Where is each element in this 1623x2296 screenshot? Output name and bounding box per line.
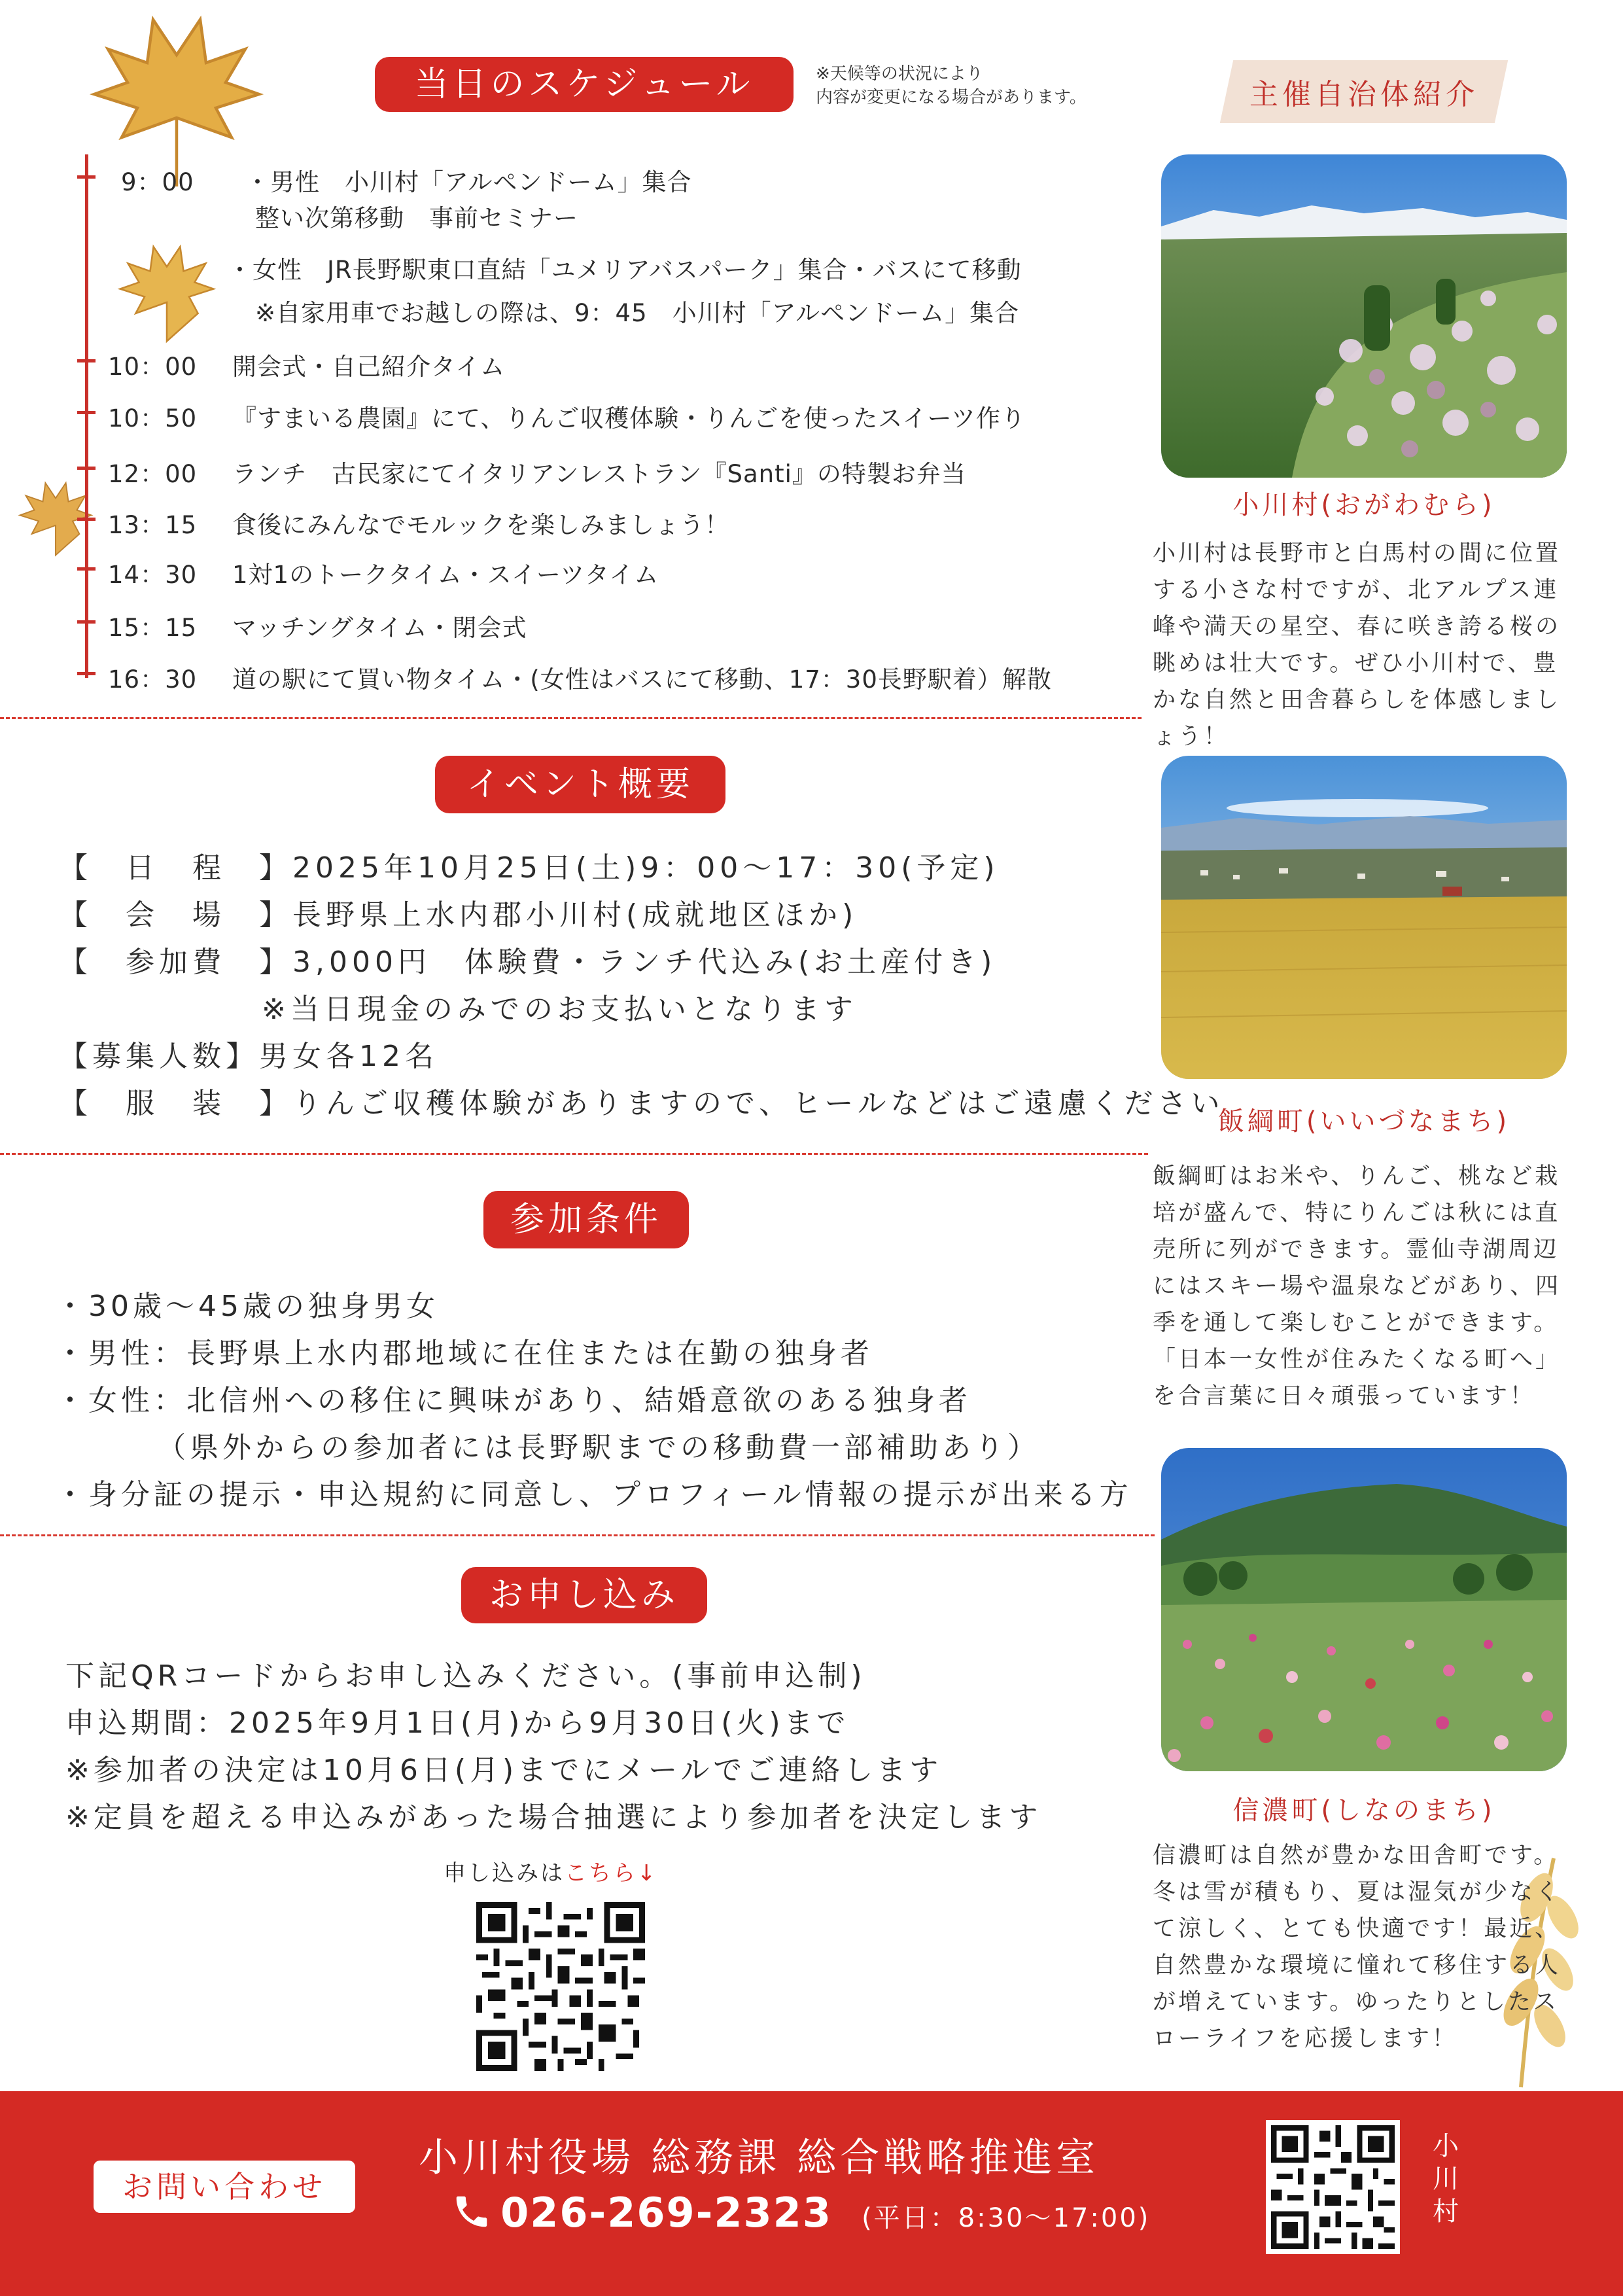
- sidebar-title: 主催自治体紹介: [1249, 78, 1478, 111]
- footer-phone-row: [451, 2189, 1150, 2236]
- conditions-title: 参加条件: [483, 1191, 689, 1248]
- schedule-text: ※自家用車でお越しの際は、9：45 小川村「アルペンドーム」集合: [255, 299, 1020, 327]
- schedule-text: 開会式・自己紹介タイム: [232, 353, 506, 381]
- timeline-line: [85, 154, 88, 678]
- footer-hours: (平日：8:30～17:00): [862, 2203, 1151, 2233]
- footer-organization: 小川村役場 総務課 総合戦略推進室: [419, 2135, 1100, 2181]
- overview-value: りんご収穫体験がありますので、ヒールなどはご遠慮ください: [292, 1087, 1225, 1120]
- schedule-item: [108, 608, 527, 643]
- condition-item: （県外からの参加者には長野駅までの移動費一部補助あり）: [157, 1431, 1040, 1464]
- timeline-tick: [77, 411, 96, 414]
- qr-code-icon: [476, 1902, 645, 2071]
- schedule-time: 15：15: [108, 614, 198, 642]
- overview-value: 男女各12名: [259, 1040, 438, 1073]
- schedule-item: [108, 347, 505, 382]
- qr-code-icon: [1266, 2120, 1400, 2254]
- schedule-time: 13：15: [108, 511, 198, 539]
- overview-value: ※当日現金のみでのお支払いとなります: [262, 993, 858, 1026]
- application-line: ※定員を超える申込みがあった場合抽選により参加者を決定します: [65, 1801, 1042, 1834]
- schedule-text: マッチングタイム・閉会式: [232, 614, 527, 642]
- overview-label: 【 参加費 】: [59, 945, 292, 979]
- timeline-tick: [77, 672, 96, 675]
- schedule-time: 10：50: [108, 404, 198, 433]
- qr-label: [444, 1855, 658, 1887]
- overview-value: 2025年10月25日(土)9：00～17：30(予定): [292, 851, 1000, 885]
- schedule-time: 10：00: [108, 353, 198, 381]
- iizuna-photo: [1161, 756, 1567, 1079]
- schedule-text: ・女性 JR長野駅東口直結「ユメリアバスパーク」集合・バスにて移動: [228, 256, 1022, 284]
- application-title: お申し込み: [461, 1567, 707, 1623]
- schedule-note: [816, 62, 1087, 109]
- overview-value: 3,000円 体験費・ランチ代込み(お土産付き): [292, 945, 997, 979]
- schedule-text: ランチ 古民家にてイタリアンレストラン『Santi』の特製お弁当: [232, 460, 966, 488]
- timeline-tick: [77, 518, 96, 521]
- schedule-note-line2: 内容が変更になる場合があります。: [816, 88, 1087, 107]
- application-qr-code[interactable]: [476, 1902, 645, 2071]
- schedule-item: [121, 162, 692, 198]
- overview-label: 【 会 場 】: [59, 898, 292, 932]
- shinano-photo: [1161, 1448, 1567, 1771]
- schedule-text: 1対1のトークタイム・スイーツタイム: [232, 561, 659, 589]
- schedule-text: 道の駅にて買い物タイム・(女性はバスにて移動、17：30長野駅着）解散: [232, 665, 1052, 694]
- schedule-time: 9：00: [121, 168, 194, 196]
- footer-qr-code[interactable]: [1266, 2120, 1400, 2254]
- schedule-item: [108, 660, 1052, 695]
- application-line: 下記QRコードからお申し込みください。(事前申込制): [65, 1659, 866, 1693]
- application-line: 申込期間：2025年9月1日(月)から9月30日(火)まで: [65, 1706, 850, 1740]
- schedule-item: [108, 398, 1026, 434]
- contact-button[interactable]: お問い合わせ: [94, 2161, 355, 2213]
- overview-label: 【募集人数】: [59, 1040, 259, 1073]
- section-divider: [0, 1534, 1155, 1536]
- town-name-iizuna: 飯綱町(いいづなまち): [1217, 1106, 1510, 1137]
- schedule-item: [108, 505, 729, 540]
- timeline-tick: [77, 467, 96, 470]
- schedule-text: 整い次第移動 事前セミナー: [255, 204, 578, 232]
- schedule-note-line1: ※天候等の状況により: [816, 64, 983, 84]
- schedule-item: [255, 198, 578, 234]
- schedule-text: 『すまいる農園』にて、りんご収穫体験・りんごを使ったスイーツ作り: [232, 404, 1026, 433]
- maple-leaf-small-icon: [111, 236, 222, 347]
- section-divider: [0, 717, 1142, 719]
- overview-row-fee-note: [262, 985, 858, 1027]
- schedule-item: [228, 250, 1022, 285]
- schedule-text: ・男性 小川村「アルペンドーム」集合: [245, 168, 692, 196]
- timeline-tick: [77, 175, 96, 179]
- phone-icon: [451, 2191, 492, 2232]
- town-name-shinano: 信濃町(しなのまち): [1232, 1795, 1495, 1826]
- overview-title: イベント概要: [435, 756, 725, 813]
- condition-item: ・女性：北信州への移住に興味があり、結婚意欲のある独身者: [56, 1384, 971, 1417]
- overview-row-venue: [59, 891, 858, 933]
- town-name-ogawa: 小川村(おがわむら): [1232, 490, 1495, 520]
- town-description-shinano: 信濃町は自然が豊かな田舎町です。冬は雪が積もり、夏は湿気が少なくて涼しく、とても快適です！最近、自然豊かな環境に憧れて移住する人が増えています。ゆったりとしたスローライフを応援します！: [1153, 1843, 1562, 2052]
- schedule-time: 14：30: [108, 561, 198, 589]
- schedule-time: 16：30: [108, 665, 198, 694]
- schedule-item: [108, 454, 966, 489]
- overview-row-date: [59, 844, 1000, 886]
- overview-label: 【 服 装 】: [59, 1087, 292, 1120]
- ogawa-photo: [1161, 154, 1567, 478]
- footer-phone[interactable]: 026-269-2323: [500, 2189, 832, 2236]
- condition-item: ・男性：長野県上水内郡地域に在住または在勤の独身者: [56, 1337, 873, 1370]
- qr-label-prefix: 申し込みは: [444, 1860, 565, 1886]
- section-divider: [0, 1153, 1148, 1155]
- timeline-tick: [77, 359, 96, 362]
- footer-village-name: 小川村: [1433, 2131, 1459, 2227]
- timeline-tick: [77, 620, 96, 624]
- schedule-item: [255, 293, 1019, 328]
- condition-item: ・30歳～45歳の独身男女: [56, 1290, 439, 1323]
- application-line: ※参加者の決定は10月6日(月)までにメールでご連絡します: [65, 1754, 943, 1787]
- timeline-tick: [77, 567, 96, 571]
- qr-label-link[interactable]: こちら↓: [565, 1860, 658, 1886]
- schedule-title: 当日のスケジュール: [375, 57, 794, 112]
- schedule-time: 12：00: [108, 460, 198, 488]
- town-description-ogawa: 小川村は長野市と白馬村の間に位置する小さな村ですが、北アルプス連峰や満天の星空、春に咲き誇る桜の眺めは壮大です。ぜひ小川村で、豊かな自然と田舎暮らしを体感しましょう！: [1153, 540, 1562, 750]
- overview-value: 長野県上水内郡小川村(成就地区ほか): [292, 898, 858, 932]
- overview-row-dress: [59, 1080, 1224, 1122]
- schedule-text: 食後にみんなでモルックを楽しみましょう！: [232, 511, 729, 539]
- overview-row-capacity: [59, 1033, 438, 1074]
- overview-label: 【 日 程 】: [59, 851, 292, 885]
- condition-item: ・身分証の提示・申込規約に同意し、プロフィール情報の提示が出来る方: [56, 1478, 1132, 1511]
- overview-row-fee: [59, 938, 996, 980]
- schedule-item: [108, 555, 659, 590]
- town-description-iizuna: 飯綱町はお米や、りんご、桃など栽培が盛んで、特にりんごは秋には直売所に列ができます。霊仙寺湖周辺にはスキー場や温泉などがあり、四季を通して楽しむことができます。「日本一女性が住みたくなる町へ」を合言葉に日々頑張っています！: [1153, 1163, 1562, 1409]
